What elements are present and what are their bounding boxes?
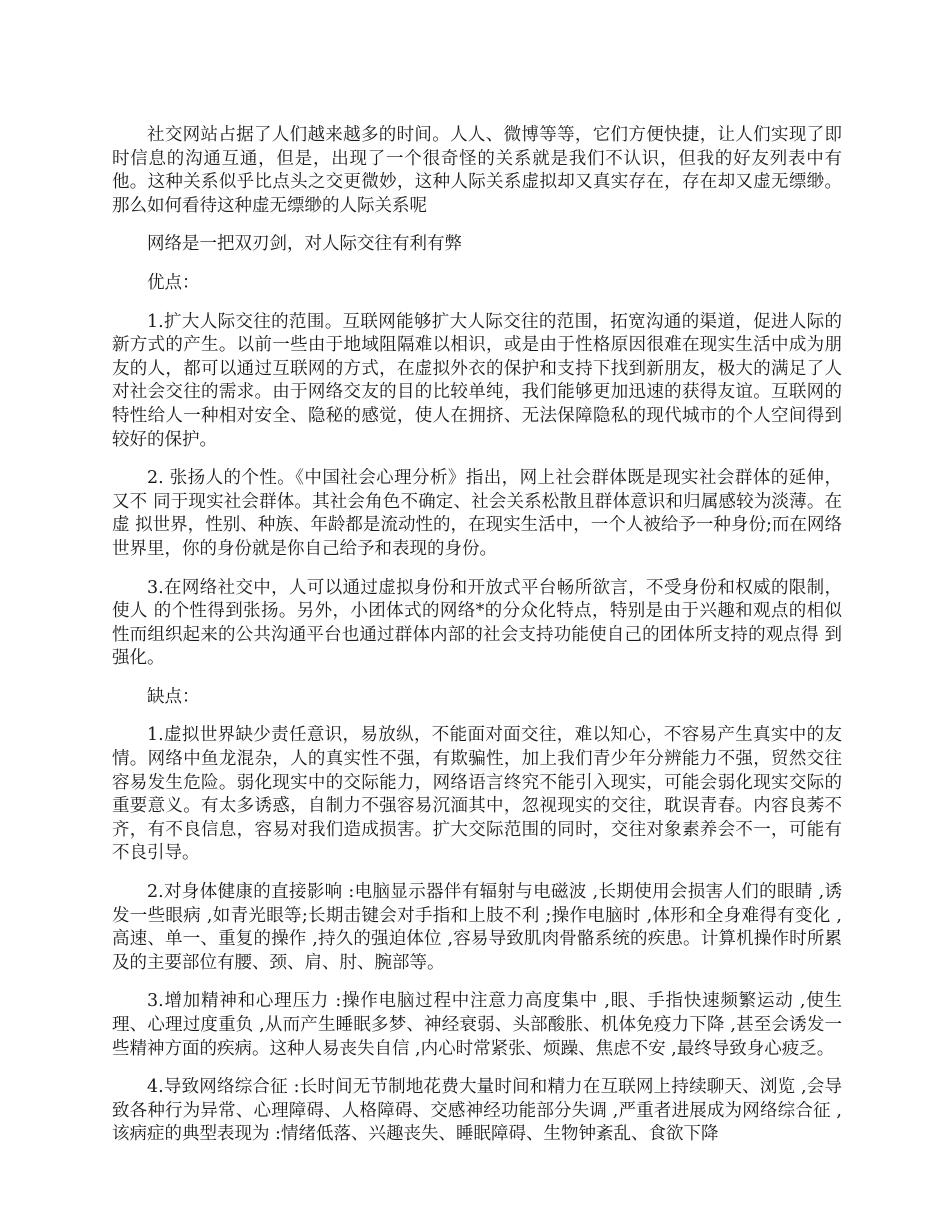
paragraph-disadvantage-3: 3.增加精神和心理压力 :操作电脑过程中注意力高度集中 ,眼、手指快速频繁运动 ,使生理、心理过度重负 ,从而产生睡眠多梦、神经衰弱、头部酸胀、机体免疫力下降 ,甚至会诱发一些精神方面的疾病。这种人易丧失自信 ,内心时常紧张、烦躁、焦虑不安 ,最终导致身心疲乏。 (112, 991, 842, 1059)
heading-advantages: 优点： (147, 272, 200, 293)
paragraph-disadvantage-2: 2.对身体健康的直接影响 :电脑显示器伴有辐射与电磁波 ,长期使用会损害人们的眼睛 ,诱发一些眼病 ,如青光眼等;长期击键会对手指和上肢不利 ;操作电脑时 ,体形和全身难得有变化 ,高速、单一、重复的操作 ,持久的强迫体位 ,容易导致肌肉骨骼系统的疾患。计算机操作时所累及的主要部位有腰、颈、肩、肘、腕部等。 (112, 882, 842, 973)
paragraph-advantage-2: 2. 张扬人的个性。《中国社会心理分析》指出，网上社会群体既是现实社会群体的延伸，又不 同于现实社会群体。其社会角色不确定、社会关系松散且群体意识和归属感较为淡薄。在虚 拟世界，性别、种族、年龄都是流动性的，在现实生活中，一个人被给予一种身份;而在网络 世界里，你的身份就是你自己给予和表现的身份。 (112, 468, 842, 559)
paragraph-advantage-1: 1.扩大人际交往的范围。互联网能够扩大人际交往的范围，拓宽沟通的渠道，促进人际的新方式的产生。以前一些由于地域阻隔难以相识，或是由于性格原因很难在现实生活中成为朋友的人，都可以通过互联网的方式，在虚拟外衣的保护和支持下找到新朋友，极大的满足了人对社会交往的需求。由于网络交友的目的比较单纯，我们能够更加迅速的获得友谊。互联网的特性给人一种相对安全、隐秘的感觉，使人在拥挤、无法保障隐私的现代城市的个人空间得到较好的保护。 (112, 311, 842, 450)
paragraph-advantage-3: 3.在网络社交中，人可以通过虚拟身份和开放式平台畅所欲言，不受身份和权威的限制，使人 的个性得到张扬。另外，小团体式的网络*的分众化特点，特别是由于兴趣和观点的相似 性而组织起来的公共沟通平台也通过群体内部的社会支持功能使自己的团体所支持的观点得 到强化。 (112, 577, 842, 669)
paragraph-disadvantage-1: 1.虚拟世界缺少责任意识，易放纵，不能面对面交往，难以知心，不容易产生真实中的友情。网络中鱼龙混杂，人的真实性不强，有欺骗性，加上我们青少年分辨能力不强，贸然交往容易发生危险。弱化现实中的交际能力，网络语言终究不能引入现实，可能会弱化现实交际的重要意义。有太多诱惑，自制力不强容易沉湎其中，忽视现实的交往，耽误青春。内容良莠不齐，有不良信息，容易对我们造成损害。扩大交际范围的同时，交往对象素养会不一，可能有不良引导。 (112, 725, 842, 864)
heading-disadvantages: 缺点： (147, 686, 200, 707)
paragraph-thesis: 网络是一把双刃剑，对人际交往有利有弊 (147, 234, 462, 255)
paragraph-intro: 社交网站占据了人们越来越多的时间。人人、微博等等，它们方便快捷，让人们实现了即时信息的沟通互通，但是，出现了一个很奇怪的关系就是我们不认识，但我的好友列表中有他。这种关系似乎比点头之交更微妙，这种人际关系虚拟却又真实存在，存在却又虚无缥缈。那么如何看待这种虚无缥缈的人际关系呢 (112, 125, 842, 216)
paragraph-disadvantage-4: 4.导致网络综合征 :长时间无节制地花费大量时间和精力在互联网上持续聊天、浏览 ,会导致各种行为异常、心理障碍、人格障碍、交感神经功能部分失调 ,严重者进展成为网络综合征 ,该病症的典型表现为 :情绪低落、兴趣丧失、睡眠障碍、生物钟紊乱、食欲下降 (112, 1077, 842, 1145)
document-body (112, 124, 842, 1162)
